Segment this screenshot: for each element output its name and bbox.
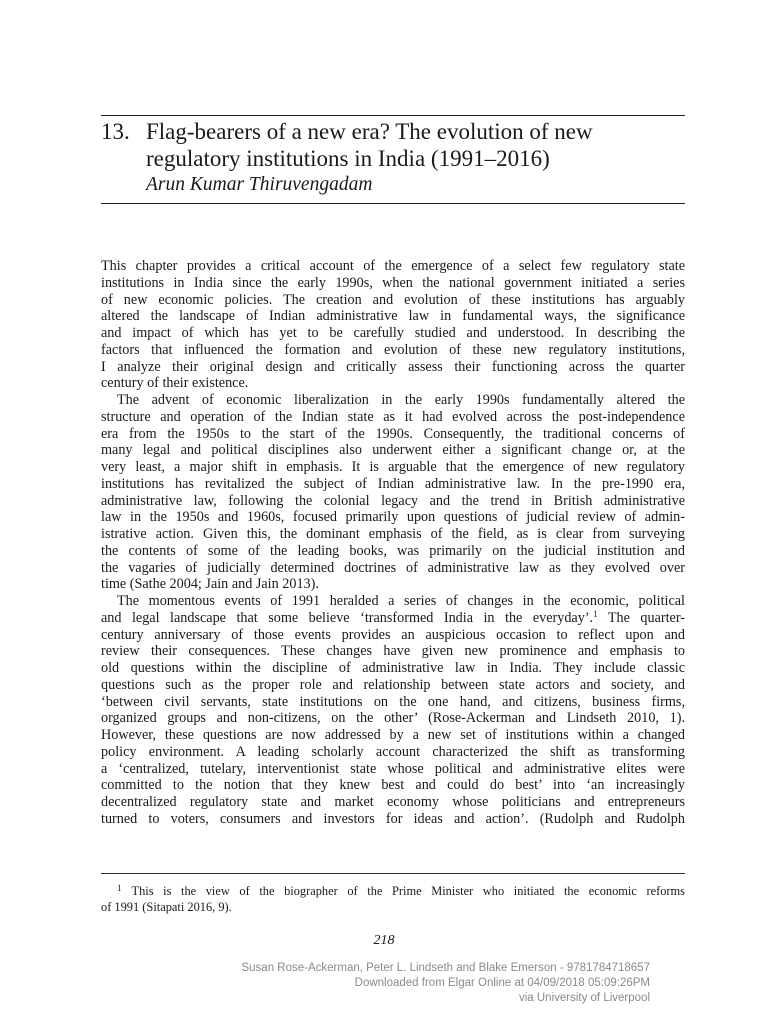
text-line-part: and legal landscape that some believe ‘transformed India in the everyday’. [101,609,594,626]
text-line: very least, a major shift in emphasis. It is arguable that the emergence of new regulatory [101,459,685,475]
text-line: structure and operation of the Indian state as it had evolved across the post-independence [101,408,685,425]
text-line: review their consequences. These changes have given new prominence and emphasis to [101,643,685,660]
text-line: factors that influenced the formation and evolution of these new regulatory institutions, [101,341,685,358]
footnote [101,883,685,915]
paragraph [101,593,685,828]
text-line: turned to voters, consumers and investors for ideas and action’. (Rudolph and Rudolph [101,810,685,827]
text-line: The momentous events of 1991 heralded a series of changes in the economic, political [117,593,685,609]
watermark-line: Susan Rose-Ackerman, Peter L. Lindseth and Blake Emerson - 9781784718657 [241,962,650,974]
text-line: committed to the notion that they knew best and could do best’ into ‘an increasingly [101,777,685,794]
text-line: era from the 1950s to the start of the 1990s. Consequently, the traditional concerns of [101,425,685,442]
text-line: However, these questions are now addressed by a new set of institutions within a changed [101,727,685,743]
text-line: organized groups and non-citizens, on the other’ (Rose-Ackerman and Lindseth 2010, 1). [101,710,685,727]
text-line: The advent of economic liberalization in the early 1990s fundamentally altered the [117,392,685,408]
text-line: the vagaries of judicially determined doctrines of administrative law as they evolved over [101,559,685,576]
text-line: time (Sathe 2004; Jain and Jain 2013). [101,576,319,593]
chapter-number: 13. [101,119,130,144]
footnote-text: This is the view of the biographer of the Prime Minister who initiated the economic reforms [131,884,685,898]
text-line: institutions has revitalized the subject of Indian administrative law. In the pre-1990 era, [101,475,685,492]
page-number: 218 [373,933,395,948]
text-line: questions such as the proper role and relationship between state actors and society, and [101,676,685,693]
text-line-part: The quarter- [597,609,685,626]
text-line: law in the 1950s and 1960s, focused primarily upon questions of judicial review of admin- [101,509,685,526]
text-line: old questions within the discipline of administrative law in India. They include classic [101,660,685,676]
text-line: institutions in India since the early 1990s, when the national government initiated a series [101,274,685,291]
footnote-reference[interactable]: 1 [593,608,598,619]
footnote-line: of 1991 (Sitapati 2016, 9). [101,900,232,914]
watermark-line: Downloaded from Elgar Online at 04/09/2018 05:09:26PM [354,977,650,989]
paragraph [101,392,685,593]
text-line: altered the landscape of Indian administrative law in fundamental ways, the significance [101,308,685,325]
watermark-line: via University of Liverpool [518,992,650,1004]
text-line: policy environment. A leading scholarly account characterized the shift as transforming [101,743,685,760]
chapter-title [146,118,686,172]
text-line: This chapter provides a critical account of the emergence of a select few regulatory state [101,258,685,274]
paragraph [101,258,685,392]
text-line: century anniversary of those events provides an auspicious occasion to reflect upon and [101,626,685,643]
chapter-title-line: regulatory institutions in India (1991–2016) [146,146,550,171]
chapter-author: Arun Kumar Thiruvengadam [146,174,373,195]
text-line: many legal and political disciplines also underwent either a significant change or, at the [101,442,685,459]
text-line: administrative law, following the colonial legacy and the trend in British administrative [101,492,685,509]
footnote-line [101,883,685,899]
text-line: the contents of some of the leading books, was primarily on the judicial institution and [101,542,685,559]
text-line [101,610,685,627]
text-line: ‘between civil servants, state institutions on the one hand, and citizens, business firms, [101,693,685,710]
text-line: istrative action. Given this, the dominant emphasis of the field, as is clear from surveying [101,526,685,542]
download-watermark [90,961,650,1006]
footnote-mark: 1 [117,883,122,893]
text-line: of new economic policies. The creation and evolution of these institutions has arguably [101,291,685,308]
text-line: and impact of which has yet to be carefully studied and understood. In describing the [101,325,685,341]
text-line: a ‘centralized, tutelary, interventionist state whose political and administrative elites were [101,760,685,777]
footnote-divider [101,873,685,874]
text-line: decentralized regulatory state and market economy whose politicians and entrepreneurs [101,794,685,810]
chapter-title-line: Flag-bearers of a new era? The evolution of new [146,119,593,144]
header-top-rule [101,115,685,116]
body-text [101,258,685,828]
text-line: I analyze their original design and critically assess their functioning across the quarter [101,358,685,375]
text-line: century of their existence. [101,375,249,392]
header-bottom-rule [101,203,685,204]
